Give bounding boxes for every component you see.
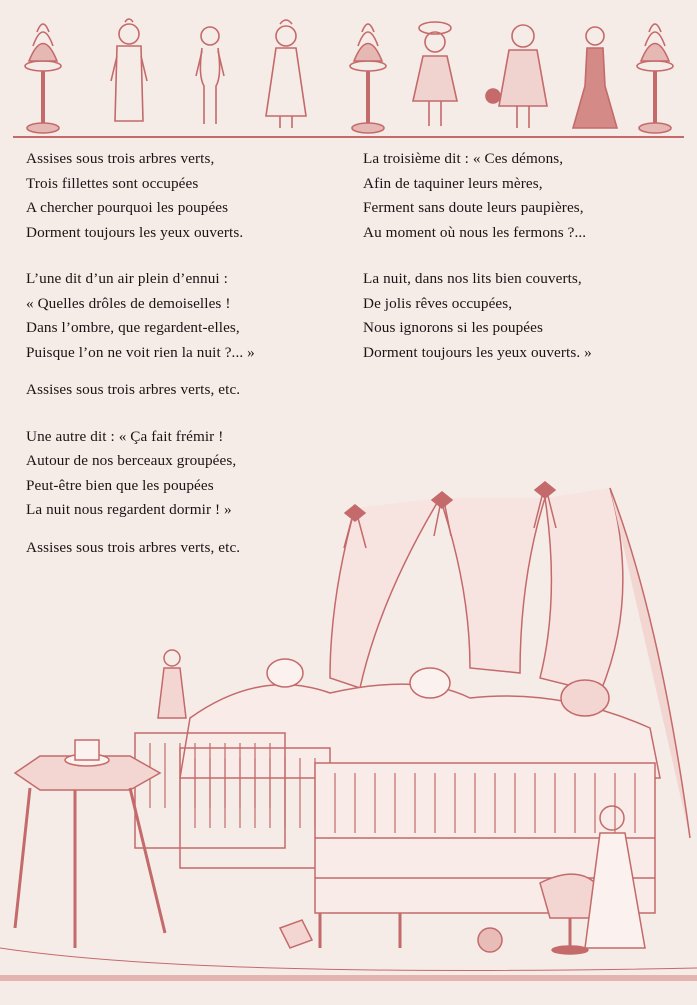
verse-line: A chercher pourquoi les poupées xyxy=(26,199,229,216)
verse-line: L’une dit d’un air plein d’ennui : xyxy=(26,270,228,287)
verse-line: Une autre dit : « Ça fait frémir ! xyxy=(26,427,224,445)
doll-with-ball-icon xyxy=(486,25,547,128)
stanza xyxy=(26,147,356,245)
stanza xyxy=(26,267,356,365)
poem-right-column xyxy=(363,147,693,378)
verse-line: Dorment toujours les yeux ouverts. xyxy=(26,223,244,241)
stanza xyxy=(363,147,693,245)
verse-line: Puisque l’on ne voit rien la nuit ?... » xyxy=(26,343,255,361)
girl-doll-icon xyxy=(266,20,306,128)
verse-line: Assises sous trois arbres verts, xyxy=(26,150,215,167)
verse-line: Trois fillettes sont occupées xyxy=(26,174,199,192)
verse-line: « Quelles drôles de demoiselles ! xyxy=(26,294,231,312)
cake-stand-icon xyxy=(637,24,673,133)
boy-doll-icon xyxy=(196,27,224,124)
cake-stand-icon xyxy=(25,24,61,133)
verse-line: Afin de taquiner leurs mères, xyxy=(363,174,543,192)
toy-icon xyxy=(280,920,312,948)
verse-line: De jolis rêves occupées, xyxy=(363,294,513,312)
refrain: Assises sous trois arbres verts, etc. xyxy=(26,381,241,398)
lady-doll-icon xyxy=(573,27,617,128)
verse-line: La nuit, dans nos lits bien couverts, xyxy=(363,270,582,287)
ball-icon xyxy=(478,928,502,952)
cribs-drawing xyxy=(0,478,697,1000)
decorative-frieze xyxy=(13,6,684,138)
stanza xyxy=(363,267,693,365)
verse-line: Au moment où nous les fermons ?... xyxy=(363,223,587,241)
sailor-doll-icon xyxy=(413,22,457,126)
frieze-drawing xyxy=(13,6,684,138)
verse-line: La troisième dit : « Ces démons, xyxy=(363,150,564,167)
cribs-illustration xyxy=(0,478,697,1000)
verse-line: Autour de nos berceaux groupées, xyxy=(26,452,237,469)
verse-line: La nuit nous regardent dormir ! » xyxy=(26,501,232,518)
verse-line: Dans l’ombre, que regardent-elles, xyxy=(26,319,240,336)
refrain: Assises sous trois arbres verts, etc. xyxy=(26,538,241,556)
cake-stand-icon xyxy=(350,24,386,133)
baby-doll-icon xyxy=(111,19,147,121)
table-icon xyxy=(15,740,165,948)
verse-line: Peut-être bien que les poupées xyxy=(26,476,214,494)
verse-line: Dorment toujours les yeux ouverts. » xyxy=(363,343,592,361)
doll-icon xyxy=(158,650,186,718)
verse-line: Nous ignorons si les poupées xyxy=(363,319,543,336)
verse-line: Ferment sans doute leurs paupières, xyxy=(363,199,584,216)
